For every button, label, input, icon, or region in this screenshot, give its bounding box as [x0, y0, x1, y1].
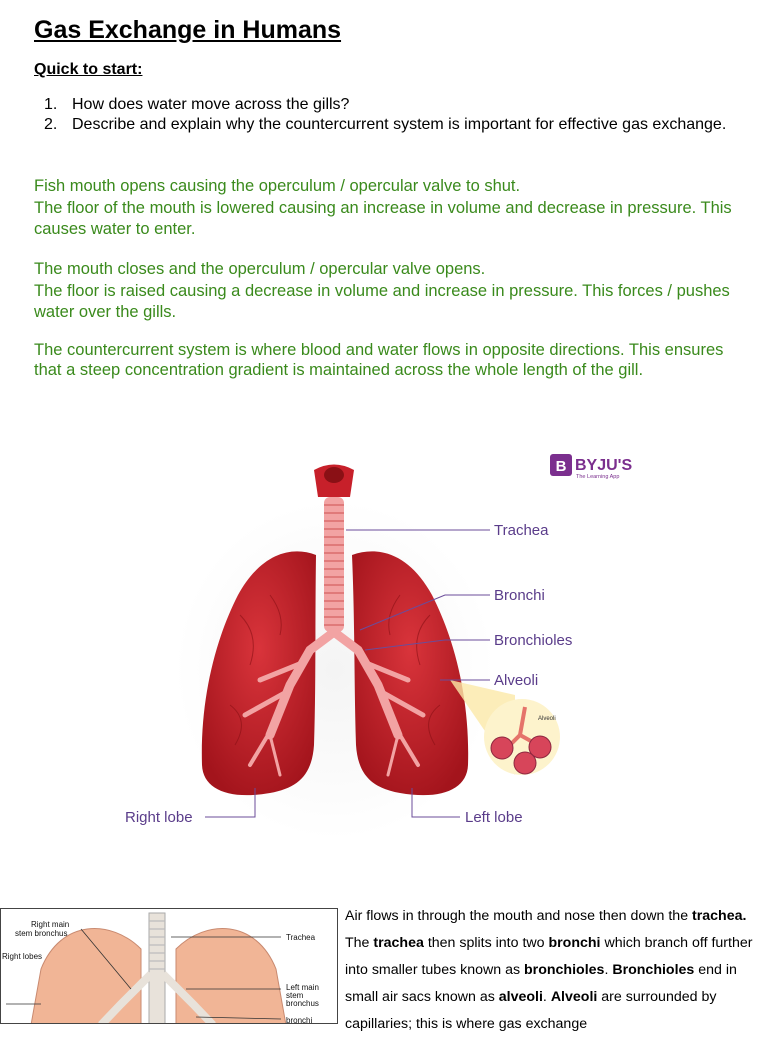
airflow-text: The	[345, 935, 374, 951]
label-right-main-2: stem bronchus	[15, 929, 68, 938]
lung-diagram-2-svg	[1, 909, 338, 1024]
question-text: How does water move across the gills?	[72, 96, 350, 113]
label-left-main-1: Left main	[286, 983, 319, 992]
label-left-lobe: Left lobe	[465, 809, 523, 826]
label-trachea: Trachea	[494, 522, 549, 539]
question-number: 1.	[44, 96, 58, 113]
answer-line: The floor of the mouth is lowered causing an increase in volume and decrease in pressure. This causes water to enter.	[34, 198, 732, 238]
term-alveoli: alveoli	[498, 989, 543, 1005]
question-item	[34, 115, 744, 135]
logo-text: BYJU'S	[575, 457, 633, 474]
airflow-text: .	[542, 989, 551, 1005]
term-bronchi: bronchi	[548, 935, 601, 951]
airflow-text: then splits into two	[423, 935, 549, 951]
term-trachea: trachea	[373, 935, 424, 951]
airflow-text: end in small air sacs known as	[345, 962, 737, 1005]
term-trachea: trachea.	[692, 908, 747, 924]
answer-paragraph-3: The countercurrent system is where blood and water flows in opposite directions. This ensures that a steep concentration gradient is maintained across the whole length of the gill.	[34, 341, 724, 379]
byjus-logo	[550, 454, 632, 480]
logo-subtext: The Learning App	[576, 474, 620, 480]
quick-start-heading: Quick to start:	[34, 61, 143, 78]
question-list	[34, 95, 744, 134]
airflow-text: are surrounded by capillaries; this is where gas exchange	[345, 989, 717, 1032]
airflow-paragraph	[345, 903, 755, 1038]
airflow-text: which branch off further into smaller tubes known as	[345, 935, 753, 978]
question-item	[34, 95, 744, 115]
question-text: Describe and explain why the countercurrent system is important for effective gas exchange.	[72, 115, 727, 133]
alveoli-inset	[484, 699, 560, 775]
airflow-text: .	[604, 962, 613, 978]
label-right-lobe: Right lobe	[125, 809, 193, 826]
page-title: Gas Exchange in Humans	[34, 16, 342, 44]
lung-diagram-2	[0, 908, 338, 1024]
alveoli-inset-label: Alveoli	[538, 716, 556, 722]
answer-line: The mouth closes and the operculum / opercular valve opens.	[34, 260, 486, 278]
question-number: 2.	[44, 115, 58, 133]
label-bronchi: Bronchi	[494, 587, 545, 604]
lung-diagram	[120, 445, 650, 840]
label-left-main-2: stem	[286, 991, 304, 1000]
svg-text:B: B	[555, 458, 567, 475]
label-left-main-3: bronchus	[286, 999, 319, 1008]
label-right-main-1: Right main	[31, 920, 70, 929]
label-alveoli: Alveoli	[494, 672, 539, 689]
term-bronchioles: Bronchioles	[612, 962, 695, 978]
answer-line: Fish mouth opens causing the operculum / opercular valve to shut.	[34, 177, 521, 195]
term-bronchioles: bronchioles	[524, 962, 605, 978]
airflow-text: Air flows in through the mouth and nose then down the	[345, 908, 693, 924]
label-right-lobes: Right lobes	[2, 952, 43, 961]
answer-paragraph-1	[34, 176, 739, 241]
label-trachea-2: Trachea	[286, 933, 316, 942]
term-alveoli: Alveoli	[550, 989, 598, 1005]
answer-paragraph-2	[34, 259, 739, 324]
answer-line: The floor is raised causing a decrease in volume and increase in pressure. This forces / pushes water over the gills.	[34, 281, 730, 321]
label-bronchi-2: bronchi	[286, 1016, 313, 1024]
label-bronchioles: Bronchioles	[494, 632, 573, 649]
